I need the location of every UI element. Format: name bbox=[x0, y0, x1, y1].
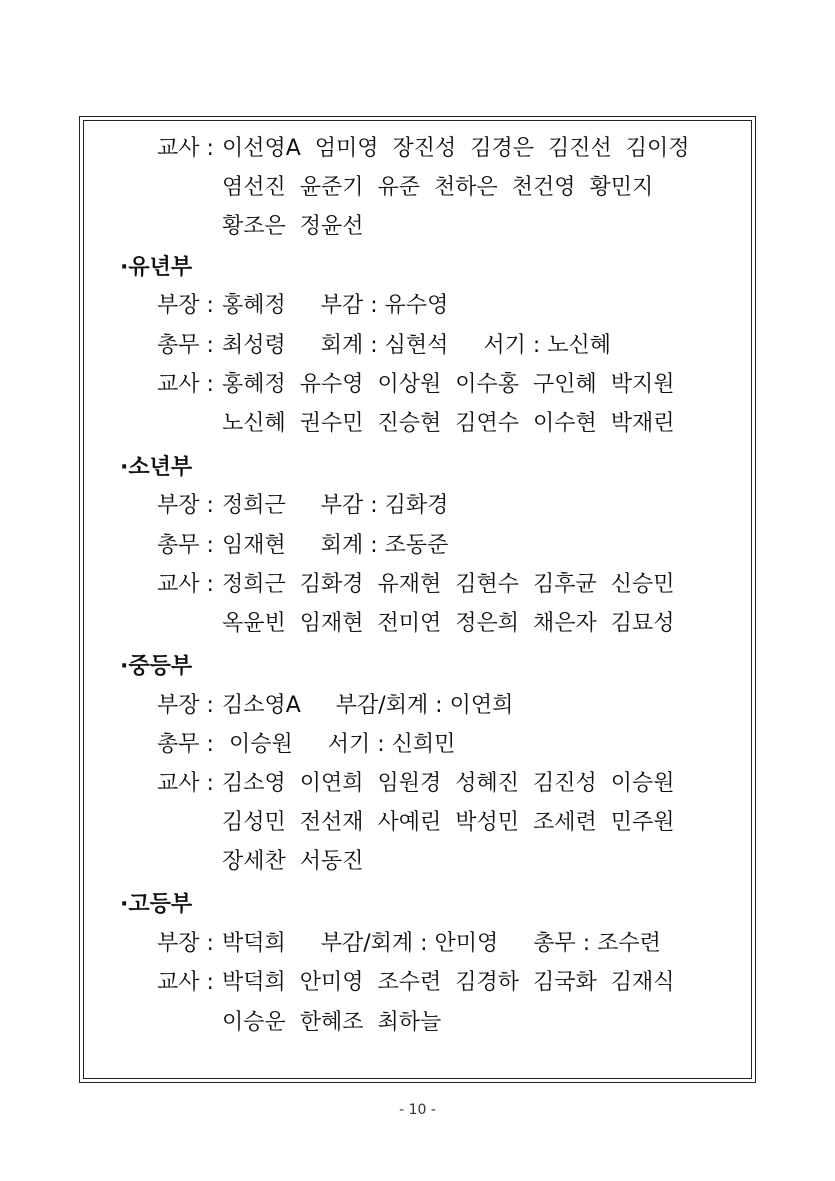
row-value: 이선영A 엄미영 장진성 김경은 김진선 김이정 bbox=[222, 136, 690, 161]
row-label: 교사 : bbox=[157, 572, 214, 597]
section-title-youth: ·유년부 bbox=[120, 255, 193, 280]
row-value: 노신혜 권수민 진승현 김연수 이수현 박재린 bbox=[222, 411, 675, 436]
row-value: 박덕희 안미영 조수련 김경하 김국화 김재식 bbox=[222, 970, 675, 995]
row-label: 교사 : bbox=[157, 970, 214, 995]
row-value: 최성령 회계 : 심현석 서기 : 노신혜 bbox=[222, 333, 612, 358]
row-value: 김소영 이연희 임원경 성혜진 김진성 이승원 bbox=[222, 771, 675, 796]
row-value: 이승운 한혜조 최하늘 bbox=[222, 1010, 442, 1035]
row-value: 홍혜정 부감 : 유수영 bbox=[222, 293, 449, 318]
row-value: 김소영A 부감/회계 : 이연희 bbox=[222, 693, 514, 718]
row-value: 정희근 김화경 유재현 김현수 김후균 신승민 bbox=[222, 572, 675, 597]
row-value: 이승원 서기 : 신희민 bbox=[222, 732, 456, 757]
row-label: 부장 : bbox=[157, 931, 214, 956]
row-value: 홍혜정 유수영 이상원 이수홍 구인혜 박지원 bbox=[222, 372, 675, 397]
row-value: 장세찬 서동진 bbox=[222, 849, 364, 874]
row-value: 정희근 부감 : 김화경 bbox=[222, 493, 449, 518]
row-value: 황조은 정윤선 bbox=[222, 214, 364, 239]
row-label: 총무 : bbox=[157, 533, 214, 558]
section-title-middle-school: ·중등부 bbox=[120, 654, 193, 679]
row-label: 부장 : bbox=[157, 693, 214, 718]
row-label: 부장 : bbox=[157, 293, 214, 318]
row-label: 교사 : bbox=[157, 372, 214, 397]
row-value: 임재현 회계 : 조동준 bbox=[222, 533, 449, 558]
row-label: 교사 : bbox=[157, 771, 214, 796]
row-value: 김성민 전선재 사예린 박성민 조세련 민주원 bbox=[222, 810, 675, 835]
row-label: 총무 : bbox=[157, 732, 214, 757]
row-value: 박덕희 부감/회계 : 안미영 총무 : 조수련 bbox=[222, 931, 661, 956]
row-label: 교사 : bbox=[157, 136, 214, 161]
page-number: - 10 - bbox=[399, 1102, 436, 1118]
section-title-junior: ·소년부 bbox=[120, 455, 193, 480]
row-value: 염선진 윤준기 유준 천하은 천건영 황민지 bbox=[222, 175, 654, 200]
row-label: 총무 : bbox=[157, 333, 214, 358]
row-value: 옥윤빈 임재현 전미연 정은희 채은자 김묘성 bbox=[222, 611, 675, 636]
row-label: 부장 : bbox=[157, 493, 214, 518]
section-title-high-school: ·고등부 bbox=[120, 892, 193, 917]
